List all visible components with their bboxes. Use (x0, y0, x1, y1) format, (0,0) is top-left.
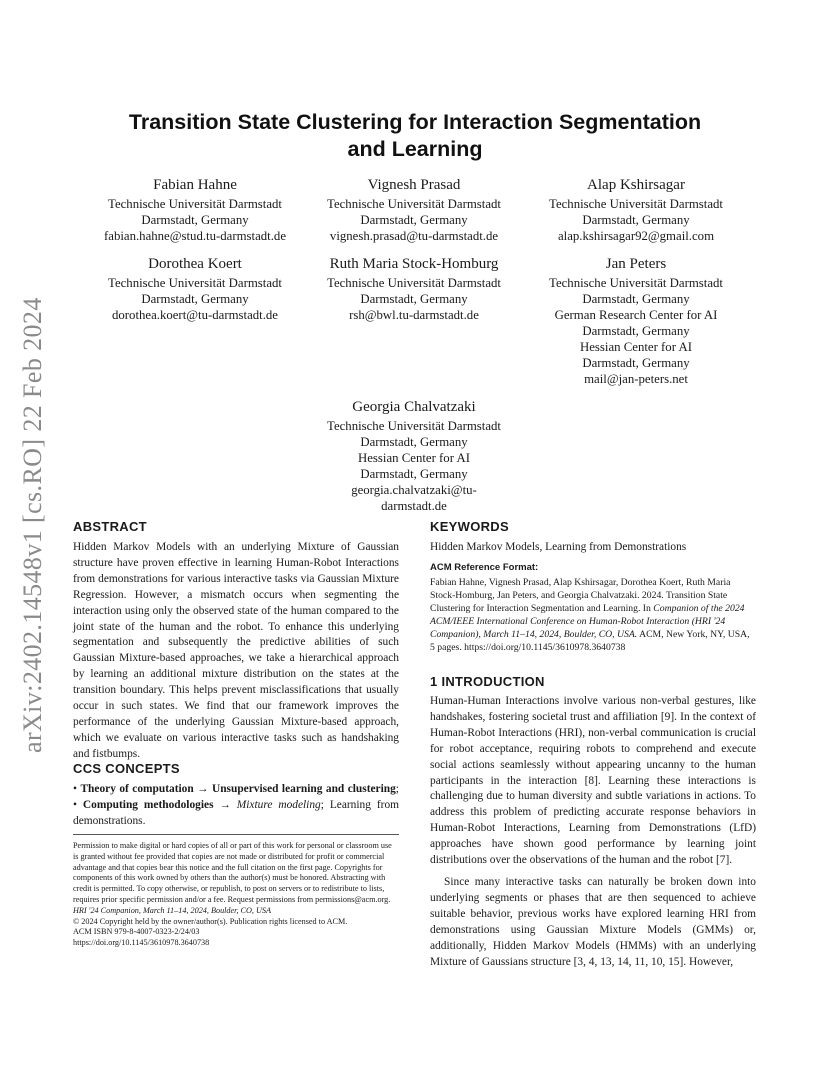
copyright-line: © 2024 Copyright held by the owner/author(s). Publication rights licensed to ACM. (73, 916, 348, 926)
acm-reference-section (430, 562, 756, 654)
ccs-subconcept: Unsupervised learning and clustering (212, 783, 396, 795)
author-location: Darmstadt, Germany (582, 292, 690, 306)
author-affiliation: Technische Universität Darmstadt (108, 276, 282, 290)
author-affiliation: Technische Universität Darmstadt (549, 276, 723, 290)
author-location: Darmstadt, Germany (582, 356, 690, 370)
ccs-concept: Theory of computation (80, 783, 194, 795)
reference-text: ACM, New York, NY, USA, 5 pages. https://doi.org/10.1145/3610978.3640738 (430, 629, 750, 653)
ccs-heading: CCS CONCEPTS (73, 761, 180, 776)
author-name: Georgia Chalvatzaki (352, 399, 476, 415)
author-block (521, 176, 751, 244)
copyright-footnote (73, 834, 399, 949)
author-name: Fabian Hahne (153, 177, 237, 193)
author-block (80, 176, 310, 244)
author-block (299, 255, 529, 323)
ccs-arrow: → (193, 783, 212, 795)
author-block (80, 255, 310, 323)
venue-line: HRI '24 Companion, March 11–14, 2024, Boulder, CO, USA (73, 905, 272, 915)
author-block (299, 176, 529, 244)
author-name: Dorothea Koert (148, 256, 242, 272)
author-location: Darmstadt, Germany (141, 292, 249, 306)
keywords-heading: KEYWORDS (430, 519, 509, 534)
author-block (521, 255, 751, 387)
abstract-heading: ABSTRACT (73, 519, 147, 534)
author-affiliation: Hessian Center for AI (580, 340, 692, 354)
author-name: Ruth Maria Stock-Homburg (329, 256, 499, 272)
ccs-bullet: • (73, 783, 81, 795)
abstract-text: Hidden Markov Models with an underlying Mixture of Gaussian structure have proven effective in learning Human-Robot Interactions from demonstrations for various interactive tasks via Gaussian Mixture Regression. However, a mismatch occurs when segmenting the interaction using only the observed state of the human compared to the joint state of the human and the robot. To enhance this underlying segmentation and subsequently the predictive abilities of such Gaussian Mixture-based approaches, we take a hierarchical approach by learning an additional mixture distribution on the states at the transition boundary. This helps prevent misclassifications that usually occur in such states. We find that our framework improves the performance of the underlying Gaussian Mixture-based approach, which we evaluate on various interactive tasks such as handshaking and fistbumps. (73, 541, 399, 760)
author-affiliation: German Research Center for AI (554, 308, 718, 322)
author-affiliation: Technische Universität Darmstadt (108, 197, 282, 211)
ccs-tail: ; Learning from demonstrations. (73, 798, 400, 827)
introduction-heading: 1 INTRODUCTION (430, 674, 545, 689)
author-name: Jan Peters (605, 256, 667, 272)
author-email: vignesh.prasad@tu-darmstadt.de (329, 229, 499, 243)
ccs-concepts-section (73, 761, 399, 830)
author-affiliation: Technische Universität Darmstadt (327, 419, 501, 433)
acm-reference-heading: ACM Reference Format: (430, 562, 539, 573)
paper-title: Transition State Clustering for Interaction Segmentation and Learning (128, 110, 702, 161)
abstract-section (73, 519, 399, 763)
author-affiliation: Hessian Center for AI (358, 451, 470, 465)
ccs-separator: ; (395, 783, 399, 795)
author-email: alap.kshirsagar92@gmail.com (557, 229, 715, 243)
author-name: Alap Kshirsagar (587, 177, 685, 193)
author-email: dorothea.koert@tu-darmstadt.de (111, 308, 278, 322)
ccs-arrow: → (213, 798, 237, 811)
author-affiliation: Technische Universität Darmstadt (327, 197, 501, 211)
author-location: Darmstadt, Germany (360, 435, 468, 449)
keywords-section (430, 519, 756, 556)
author-location: Darmstadt, Germany (582, 213, 690, 227)
arxiv-stamp: arXiv:2402.14548v1 [cs.RO] 22 Feb 2024 (18, 297, 47, 753)
author-affiliation: Technische Universität Darmstadt (549, 197, 723, 211)
doi-link[interactable]: https://doi.org/10.1145/3610978.3640738 (73, 938, 210, 948)
intro-paragraph: Since many interactive tasks can naturally be broken down into underlying segments or phases that are then sequenced to achieve suitable behavior, previous works have explored learning HRI from demonstrations using Gaussian Mixture Models (GMMs) or, additionally, Hidden Markov Models (HMMs) with an underlying Mixture of Gaussians structure [3, 4, 13, 14, 11, 10, 15]. However, (430, 875, 756, 968)
keywords-text: Hidden Markov Models, Learning from Demonstrations (430, 541, 687, 553)
author-email: fabian.hahne@stud.tu-darmstadt.de (104, 229, 286, 243)
intro-paragraph: Human-Human Interactions involve various non-verbal gestures, like handshakes, fostering societal trust and affiliation [9]. In the context of Human-Robot Interactions (HRI), non-verbal communication is crucial for robot acceptance, requiring robots to comprehend and execute social actions seamlessly without appearing uncanny to the human participants in the interaction [8]. Learning these interactions is challenging due to human diversity and subtle variations in actions. To address this problem of predicting accurate response behaviors in Human-Robot Interactions, Learning from Demonstrations (LfD) approaches have shown good performance by learning joint distributions over the observations of the human and the robot [7]. (430, 695, 756, 867)
ccs-concept: Computing methodologies (82, 798, 214, 811)
reference-text: Fabian Hahne, Vignesh Prasad, Alap Kshirsagar, Dorothea Koert, Ruth Maria Stock-Homburg, Jan Peters, and Georgia Chalvatzaki. 2024. Transition State Clustering for Interaction Segmentation and Learning. In (430, 577, 731, 614)
author-email: darmstadt.de (381, 499, 447, 513)
ccs-bullet: • (73, 798, 83, 811)
author-name: Vignesh Prasad (367, 177, 461, 193)
permission-notice: Permission to make digital or hard copies of all or part of this work for personal or classroom use is granted without fee provided that copies are not made or distributed for profit or commercial advantage and that copies bear this notice and the full citation on the first page. Copyrights for components of this work owned by others than the author(s) must be honored. Abstracting with credit is permitted. To copy otherwise, or republish, to post on servers or to redistribute to lists, requires prior specific permission and/or a fee. Request permissions from permissions@acm.org. (73, 841, 392, 904)
author-email: georgia.chalvatzaki@tu- (351, 483, 477, 497)
author-location: Darmstadt, Germany (360, 292, 468, 306)
author-affiliation: Technische Universität Darmstadt (327, 276, 501, 290)
author-location: Darmstadt, Germany (582, 324, 690, 338)
author-location: Darmstadt, Germany (360, 213, 468, 227)
isbn-line: ACM ISBN 979-8-4007-0323-2/24/03 (73, 927, 200, 937)
author-email: mail@jan-peters.net (584, 372, 688, 386)
author-location: Darmstadt, Germany (141, 213, 249, 227)
reference-venue: Companion of the 2024 ACM/IEEE International Conference on Human-Robot Interaction (HRI '24 Companion), March 11–14, 2024, Boulder, CO, USA. (430, 603, 745, 640)
introduction-section (430, 674, 756, 970)
acm-reference-text (430, 576, 756, 654)
author-email: rsh@bwl.tu-darmstadt.de (349, 308, 479, 322)
author-location: Darmstadt, Germany (360, 467, 468, 481)
ccs-subconcept: Mixture modeling (236, 798, 321, 811)
ccs-text (73, 782, 399, 830)
author-block (299, 398, 529, 514)
